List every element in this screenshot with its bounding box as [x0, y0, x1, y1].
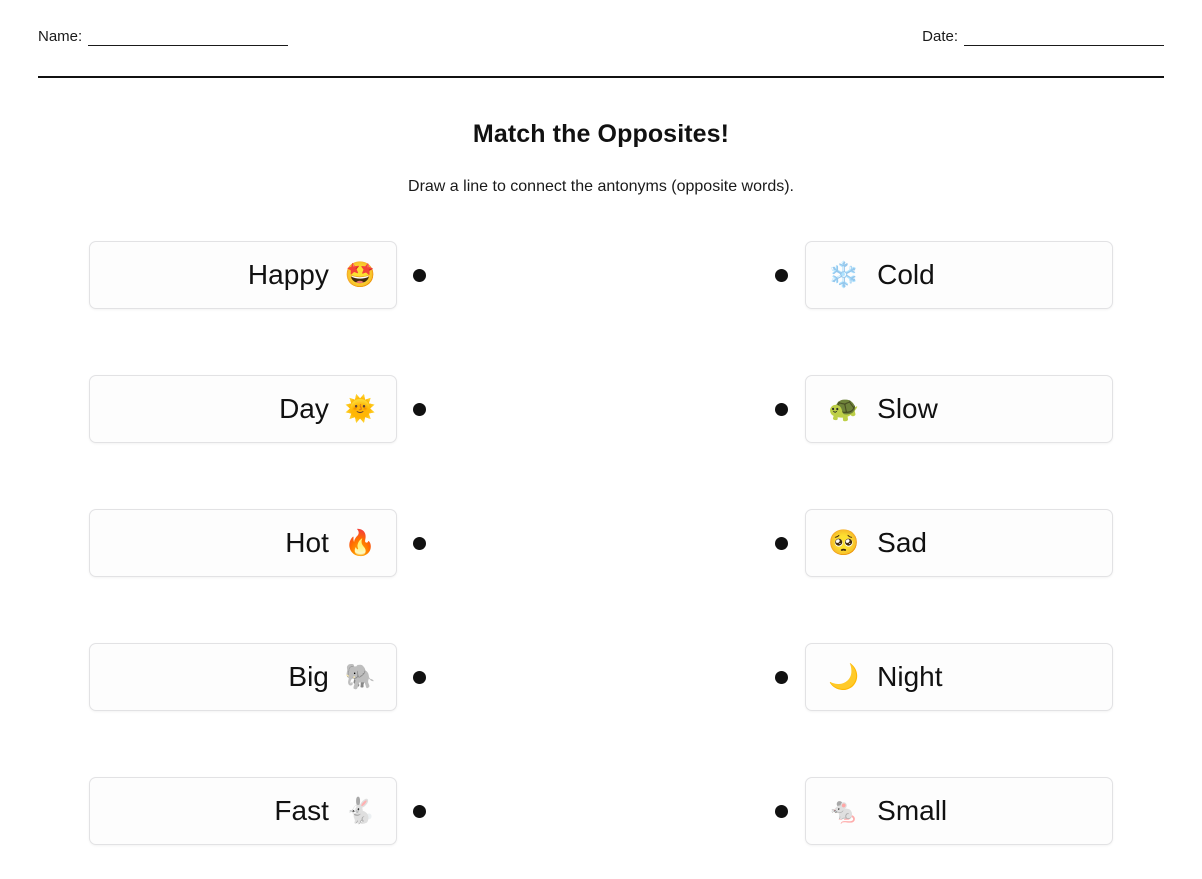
- pleading-face-icon: 🥺: [828, 528, 860, 557]
- left-word-card[interactable]: [89, 509, 397, 577]
- right-connector-dot[interactable]: [775, 805, 788, 818]
- sun-with-face-icon: 🌞: [344, 394, 376, 423]
- match-row: [0, 239, 1202, 311]
- right-connector-dot[interactable]: [775, 671, 788, 684]
- left-connector-dot[interactable]: [413, 537, 426, 550]
- right-word-card[interactable]: [805, 375, 1113, 443]
- right-word-card[interactable]: [805, 509, 1113, 577]
- right-word-card[interactable]: [805, 777, 1113, 845]
- left-word-card[interactable]: [89, 777, 397, 845]
- fire-icon: 🔥: [344, 528, 376, 557]
- match-row: [0, 775, 1202, 847]
- left-connector-dot[interactable]: [413, 403, 426, 416]
- star-struck-face-icon: 🤩: [344, 260, 376, 289]
- worksheet-header: [38, 28, 1164, 46]
- right-connector-dot[interactable]: [775, 269, 788, 282]
- date-field[interactable]: [922, 28, 1164, 46]
- snowflake-icon: ❄️: [828, 260, 860, 289]
- name-write-line[interactable]: [88, 31, 288, 46]
- left-word-card[interactable]: [89, 241, 397, 309]
- left-word-card[interactable]: [89, 643, 397, 711]
- page-subtitle: Draw a line to connect the antonyms (opposite words).: [408, 178, 794, 195]
- left-connector-dot[interactable]: [413, 805, 426, 818]
- rabbit-icon: 🐇: [344, 796, 376, 825]
- left-word-label: Fast: [274, 795, 329, 826]
- right-word-card[interactable]: [805, 241, 1113, 309]
- left-word-label: Big: [288, 661, 329, 692]
- date-write-line[interactable]: [964, 31, 1164, 46]
- right-word-label: Night: [877, 661, 943, 692]
- match-row: [0, 507, 1202, 579]
- left-word-label: Happy: [247, 259, 329, 290]
- left-word-label: Day: [279, 393, 329, 424]
- name-label: Name:: [38, 28, 83, 45]
- right-connector-dot[interactable]: [775, 537, 788, 550]
- page-title: Match the Opposites!: [472, 120, 730, 148]
- right-word-label: Slow: [877, 393, 938, 424]
- right-word-label: Small: [877, 795, 948, 826]
- turtle-icon: 🐢: [828, 394, 860, 423]
- right-word-card[interactable]: [805, 643, 1113, 711]
- left-word-card[interactable]: [89, 375, 397, 443]
- left-connector-dot[interactable]: [413, 269, 426, 282]
- mouse-icon: 🐁: [828, 796, 860, 825]
- matching-exercise: [0, 239, 1202, 847]
- elephant-icon: 🐘: [344, 662, 376, 691]
- date-label: Date:: [922, 28, 958, 45]
- right-word-label: Cold: [877, 259, 935, 290]
- left-word-label: Hot: [285, 527, 329, 558]
- right-connector-dot[interactable]: [775, 403, 788, 416]
- left-connector-dot[interactable]: [413, 671, 426, 684]
- name-field[interactable]: [38, 28, 288, 46]
- right-word-label: Sad: [877, 527, 927, 558]
- crescent-moon-icon: 🌙: [828, 662, 860, 691]
- header-divider: [38, 76, 1164, 78]
- match-row: [0, 373, 1202, 445]
- match-row: [0, 641, 1202, 713]
